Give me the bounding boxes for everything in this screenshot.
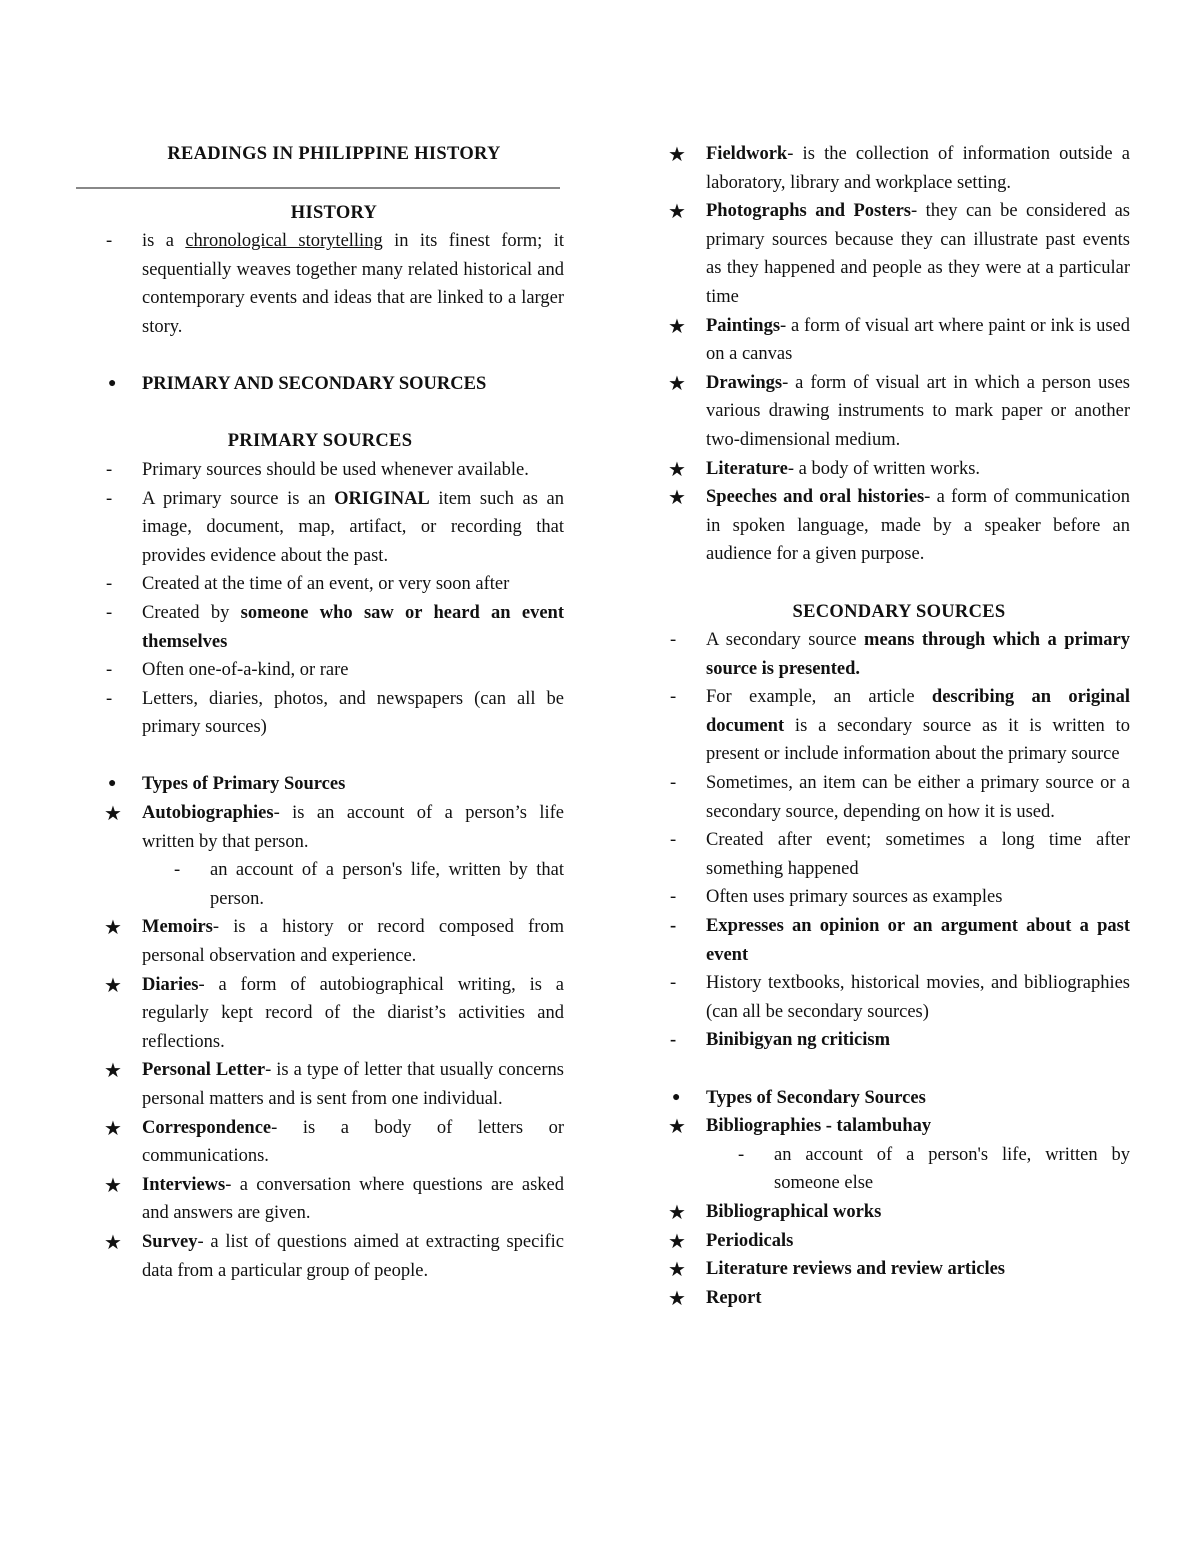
star-icon: ★ — [668, 1228, 686, 1253]
primary-type-item: ★ Speeches and oral histories- a form of communication in spoken language, made by a speaker before an audience for a given purpose. — [668, 485, 1131, 565]
star-icon: ★ — [668, 142, 686, 166]
bullet-icon: ● — [108, 776, 117, 792]
star-icon: ★ — [104, 1172, 122, 1197]
primary-type-item: ★ Photographs and Posters- they can be considered as primary sources because they can illustrate past events as they happened and people as they were at a particular time — [668, 199, 1130, 307]
dash-marker: - — [106, 231, 113, 252]
star-icon: ★ — [668, 370, 686, 395]
primary-point-6: - Letters, diaries, photos, and newspapers (can all be primary sources) — [106, 688, 564, 738]
document-title: READINGS IN PHILIPPINE HISTORY — [167, 144, 501, 164]
star-icon: ★ — [104, 1229, 122, 1254]
primary-type-item: ★ Paintings- a form of visual art where paint or ink is used on a canvas — [668, 313, 1130, 365]
types-primary-heading-item — [104, 770, 564, 799]
secondary-point-4: - Created after event; sometimes a long time after something happened — [670, 830, 1130, 879]
star-icon: ★ — [668, 485, 686, 510]
secondary-type-item: ★ Literature reviews and review articles — [668, 1255, 1130, 1284]
star-icon: ★ — [668, 1199, 686, 1224]
primary-type-item: ★ Personal Letter- is a type of letter that usually concerns personal matters and is sent from one individual. — [104, 1058, 564, 1109]
secondary-point-5: - Often uses primary sources as examples — [670, 887, 1003, 908]
sources-heading-item — [104, 370, 564, 399]
bullet-icon: ● — [108, 376, 117, 392]
secondary-sources-heading: SECONDARY SOURCES — [792, 601, 1006, 622]
secondary-point-2: - For example, an article describing an original document is a secondary source as it is written to present or include information about the primary source — [670, 687, 1130, 765]
primary-type-item: ★ Literature- a body of written works. — [668, 455, 1130, 484]
bullet-icon: ● — [672, 1089, 681, 1105]
secondary-type-item: ★ Bibliographical works — [668, 1198, 1130, 1227]
star-icon: ★ — [668, 199, 686, 224]
types-secondary-heading: Types of Secondary Sources — [706, 1087, 926, 1108]
primary-type-subitem: - an account of a person's life, written by that person. — [174, 860, 564, 909]
star-icon: ★ — [104, 801, 122, 826]
history-def-post: in its finest form; it sequentially weaves together many related historical and contemporary events and ideas that are linked to a larger story. — [142, 231, 564, 337]
secondary-point-1: - A secondary source means through which a primary source is presented. — [670, 630, 1130, 679]
star-icon: ★ — [668, 313, 686, 338]
star-icon: ★ — [104, 915, 122, 940]
left-column — [104, 140, 564, 1285]
primary-point-4: - Created by someone who saw or heard an event themselves — [106, 602, 564, 652]
primary-type-item: ★ Fieldwork- is the collection of information outside a laboratory, library and workplace setting. — [668, 142, 1130, 193]
star-icon: ★ — [668, 1285, 686, 1310]
sources-heading: PRIMARY AND SECONDARY SOURCES — [142, 374, 487, 395]
history-def-underlined: chronological storytelling — [185, 231, 383, 252]
types-secondary-heading-item — [668, 1084, 1130, 1113]
star-icon: ★ — [104, 1058, 122, 1083]
primary-point-3: - Created at the time of an event, or very soon after — [106, 574, 510, 595]
secondary-point-7: - History textbooks, historical movies, and bibliographies (can all be secondary sources) — [670, 973, 1130, 1022]
primary-type-item: ★ Diaries- a form of autobiographical writing, is a regularly kept record of the diarist’s activities and reflections. — [104, 972, 564, 1052]
primary-point-1: - Primary sources should be used whenever available. — [106, 459, 529, 480]
right-column — [668, 140, 1130, 1312]
primary-type-item: ★ Survey- a list of questions aimed at extracting specific data from a particular group of people. — [104, 1229, 564, 1281]
types-primary-heading: Types of Primary Sources — [142, 774, 346, 795]
star-icon: ★ — [668, 456, 686, 481]
primary-type-item: ★ Autobiographies- is an account of a person’s life written by that person. — [104, 801, 564, 852]
history-definition — [104, 227, 564, 341]
history-heading: HISTORY — [290, 202, 378, 223]
primary-sources-heading: PRIMARY SOURCES — [227, 431, 413, 452]
primary-type-item: ★ Correspondence- is a body of letters or communications. — [104, 1115, 564, 1167]
secondary-type-subitem: - an account of a person's life, written by someone else — [738, 1144, 1130, 1194]
star-icon: ★ — [668, 1257, 686, 1282]
secondary-type-item: ★ Bibliographies - talambuhay — [668, 1112, 1130, 1141]
primary-type-item: ★ Drawings- a form of visual art in which a person uses various drawing instruments to mark paper or another two-dimensional medium. — [668, 370, 1130, 450]
secondary-point-6: - Expresses an opinion or an argument about a past event — [670, 916, 1130, 965]
star-icon: ★ — [104, 1115, 122, 1140]
secondary-point-8: - Binibigyan ng criticism — [670, 1030, 890, 1051]
star-icon: ★ — [668, 1114, 686, 1139]
secondary-type-item: ★ Periodicals — [668, 1227, 1130, 1256]
secondary-point-3: - Sometimes, an item can be either a primary source or a secondary source, depending on how it is used. — [670, 773, 1130, 822]
secondary-type-item: ★ Report — [668, 1284, 1130, 1313]
primary-point-5: - Often one-of-a-kind, or rare — [106, 660, 349, 681]
primary-type-item: ★ Interviews- a conversation where questions are asked and answers are given. — [104, 1172, 564, 1224]
primary-type-item: ★ Memoirs- is a history or record composed from personal observation and experience. — [104, 915, 564, 967]
star-icon: ★ — [104, 972, 122, 997]
title-divider — [76, 187, 560, 189]
history-def-pre: is a — [142, 231, 186, 252]
primary-point-2: - A primary source is an ORIGINAL item such as an image, document, map, artifact, or recording that provides evidence about the past. — [106, 488, 564, 566]
